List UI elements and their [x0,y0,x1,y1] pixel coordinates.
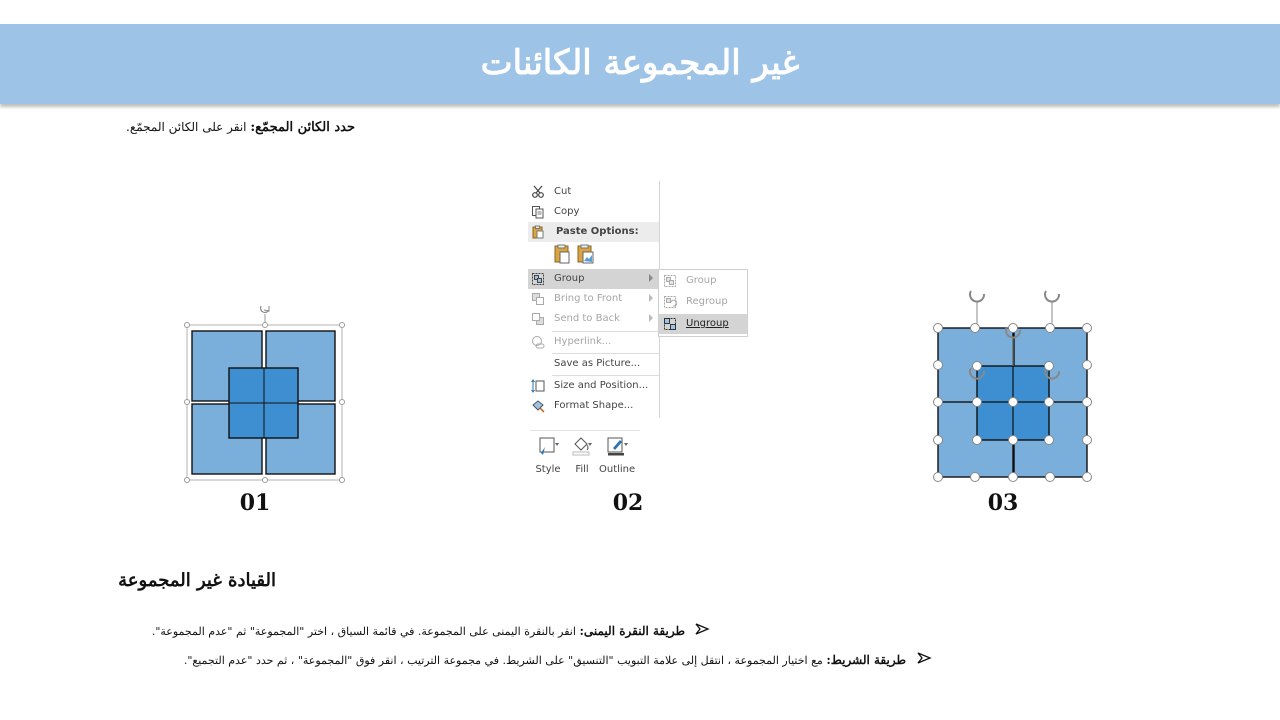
figure-number-03: 03 [987,490,1019,516]
bullet-text: مع اختيار المجموعة ، انتقل إلى علامة التبويب "التنسيق" على الشريط. في مجموعة الترتيب ، انقر فوق "المجموعة" ، ثم حدد "عدم التجميع". [183,654,827,667]
mini-toolbar [530,430,640,479]
menu-item-hyperlink[interactable] [528,332,659,352]
submenu-arrow-icon [649,294,653,302]
ungrouped-shapes-figure [925,282,1100,487]
paste-picture-icon[interactable] [578,245,593,263]
submenu-arrow-icon [649,314,653,322]
style-button[interactable] [530,435,566,475]
menu-item-label: Hyperlink... [554,336,612,347]
fill-label: Fill [575,464,589,475]
context-menu [528,181,660,418]
bullet-ribbon [100,653,906,667]
clipboard-icon [531,225,545,239]
ungroup-icon [663,317,677,331]
paste-keep-formatting-icon[interactable] [555,245,569,263]
group-submenu [658,269,748,337]
rotate-handle-icon [261,306,269,312]
menu-item-label: Save as Picture... [554,358,641,369]
paste-option-buttons [552,244,598,266]
format-shape-icon [531,399,545,413]
slide-title: غير المجموعة الكائنات [480,43,800,83]
intro-body: انقر على الكائن المجمّع. [126,120,251,134]
group-icon [663,274,677,288]
submenu-arrow-icon [649,274,653,282]
menu-item-cut[interactable] [528,182,659,202]
menu-item-bring-to-front[interactable] [528,289,659,309]
bullet-right-click [100,624,685,638]
bullet-text: انقر بالنقرة اليمنى على المجموعة. في قائمة السياق ، اختر "المجموعة" ثم "عدم المجموعة". [151,625,580,638]
submenu-item-group[interactable] [659,271,747,291]
submenu-item-ungroup[interactable] [659,314,747,334]
style-label: Style [535,464,561,475]
menu-header-label: Paste Options: [556,226,639,237]
hyperlink-icon [531,335,545,349]
menu-item-label: Group [554,273,585,284]
send-to-back-icon [531,312,545,326]
intro-label: حدد الكائن المجمّع: [250,120,355,135]
size-position-icon [531,379,545,393]
menu-item-label: Bring to Front [554,293,623,304]
menu-item-format-shape[interactable] [528,396,659,416]
submenu-item-label: Ungroup [686,318,729,329]
style-icon [535,435,561,457]
copy-icon [531,205,545,219]
menu-header-paste-options [528,222,659,242]
submenu-item-label: Group [686,275,717,286]
menu-item-save-as-picture[interactable] [528,354,659,374]
outline-pen-icon [604,435,630,457]
intro-text [100,120,355,135]
outline-label: Outline [599,464,636,475]
menu-item-label: Format Shape... [554,400,634,411]
menu-item-group[interactable] [528,269,659,289]
grouped-shape-figure [180,300,350,490]
regroup-icon [663,295,677,309]
arrow-bullet-icon [694,622,710,636]
arrow-bullet-icon [916,651,932,665]
submenu-item-label: Regroup [686,296,728,307]
section-heading: القيادة غير المجموعة [118,570,276,591]
outline-button[interactable] [599,435,635,475]
menu-item-label: Copy [554,206,580,217]
menu-item-send-to-back[interactable] [528,309,659,329]
bullet-label: طريقة النقرة اليمنى: [579,624,685,638]
menu-item-label: Send to Back [554,313,620,324]
group-icon [531,272,545,286]
fill-bucket-icon [569,435,595,457]
menu-item-copy[interactable] [528,202,659,222]
bring-to-front-icon [531,292,545,306]
scissors-icon [531,185,545,199]
submenu-item-regroup[interactable] [659,292,747,312]
bullet-label: طريقة الشريط: [826,653,906,667]
fill-button[interactable] [564,435,600,475]
menu-item-label: Cut [554,186,572,197]
menu-item-label: Size and Position... [554,380,649,391]
menu-item-size-and-position[interactable] [528,376,659,396]
title-banner [0,24,1280,104]
figure-number-01: 01 [239,490,271,516]
figure-number-02: 02 [612,490,644,516]
